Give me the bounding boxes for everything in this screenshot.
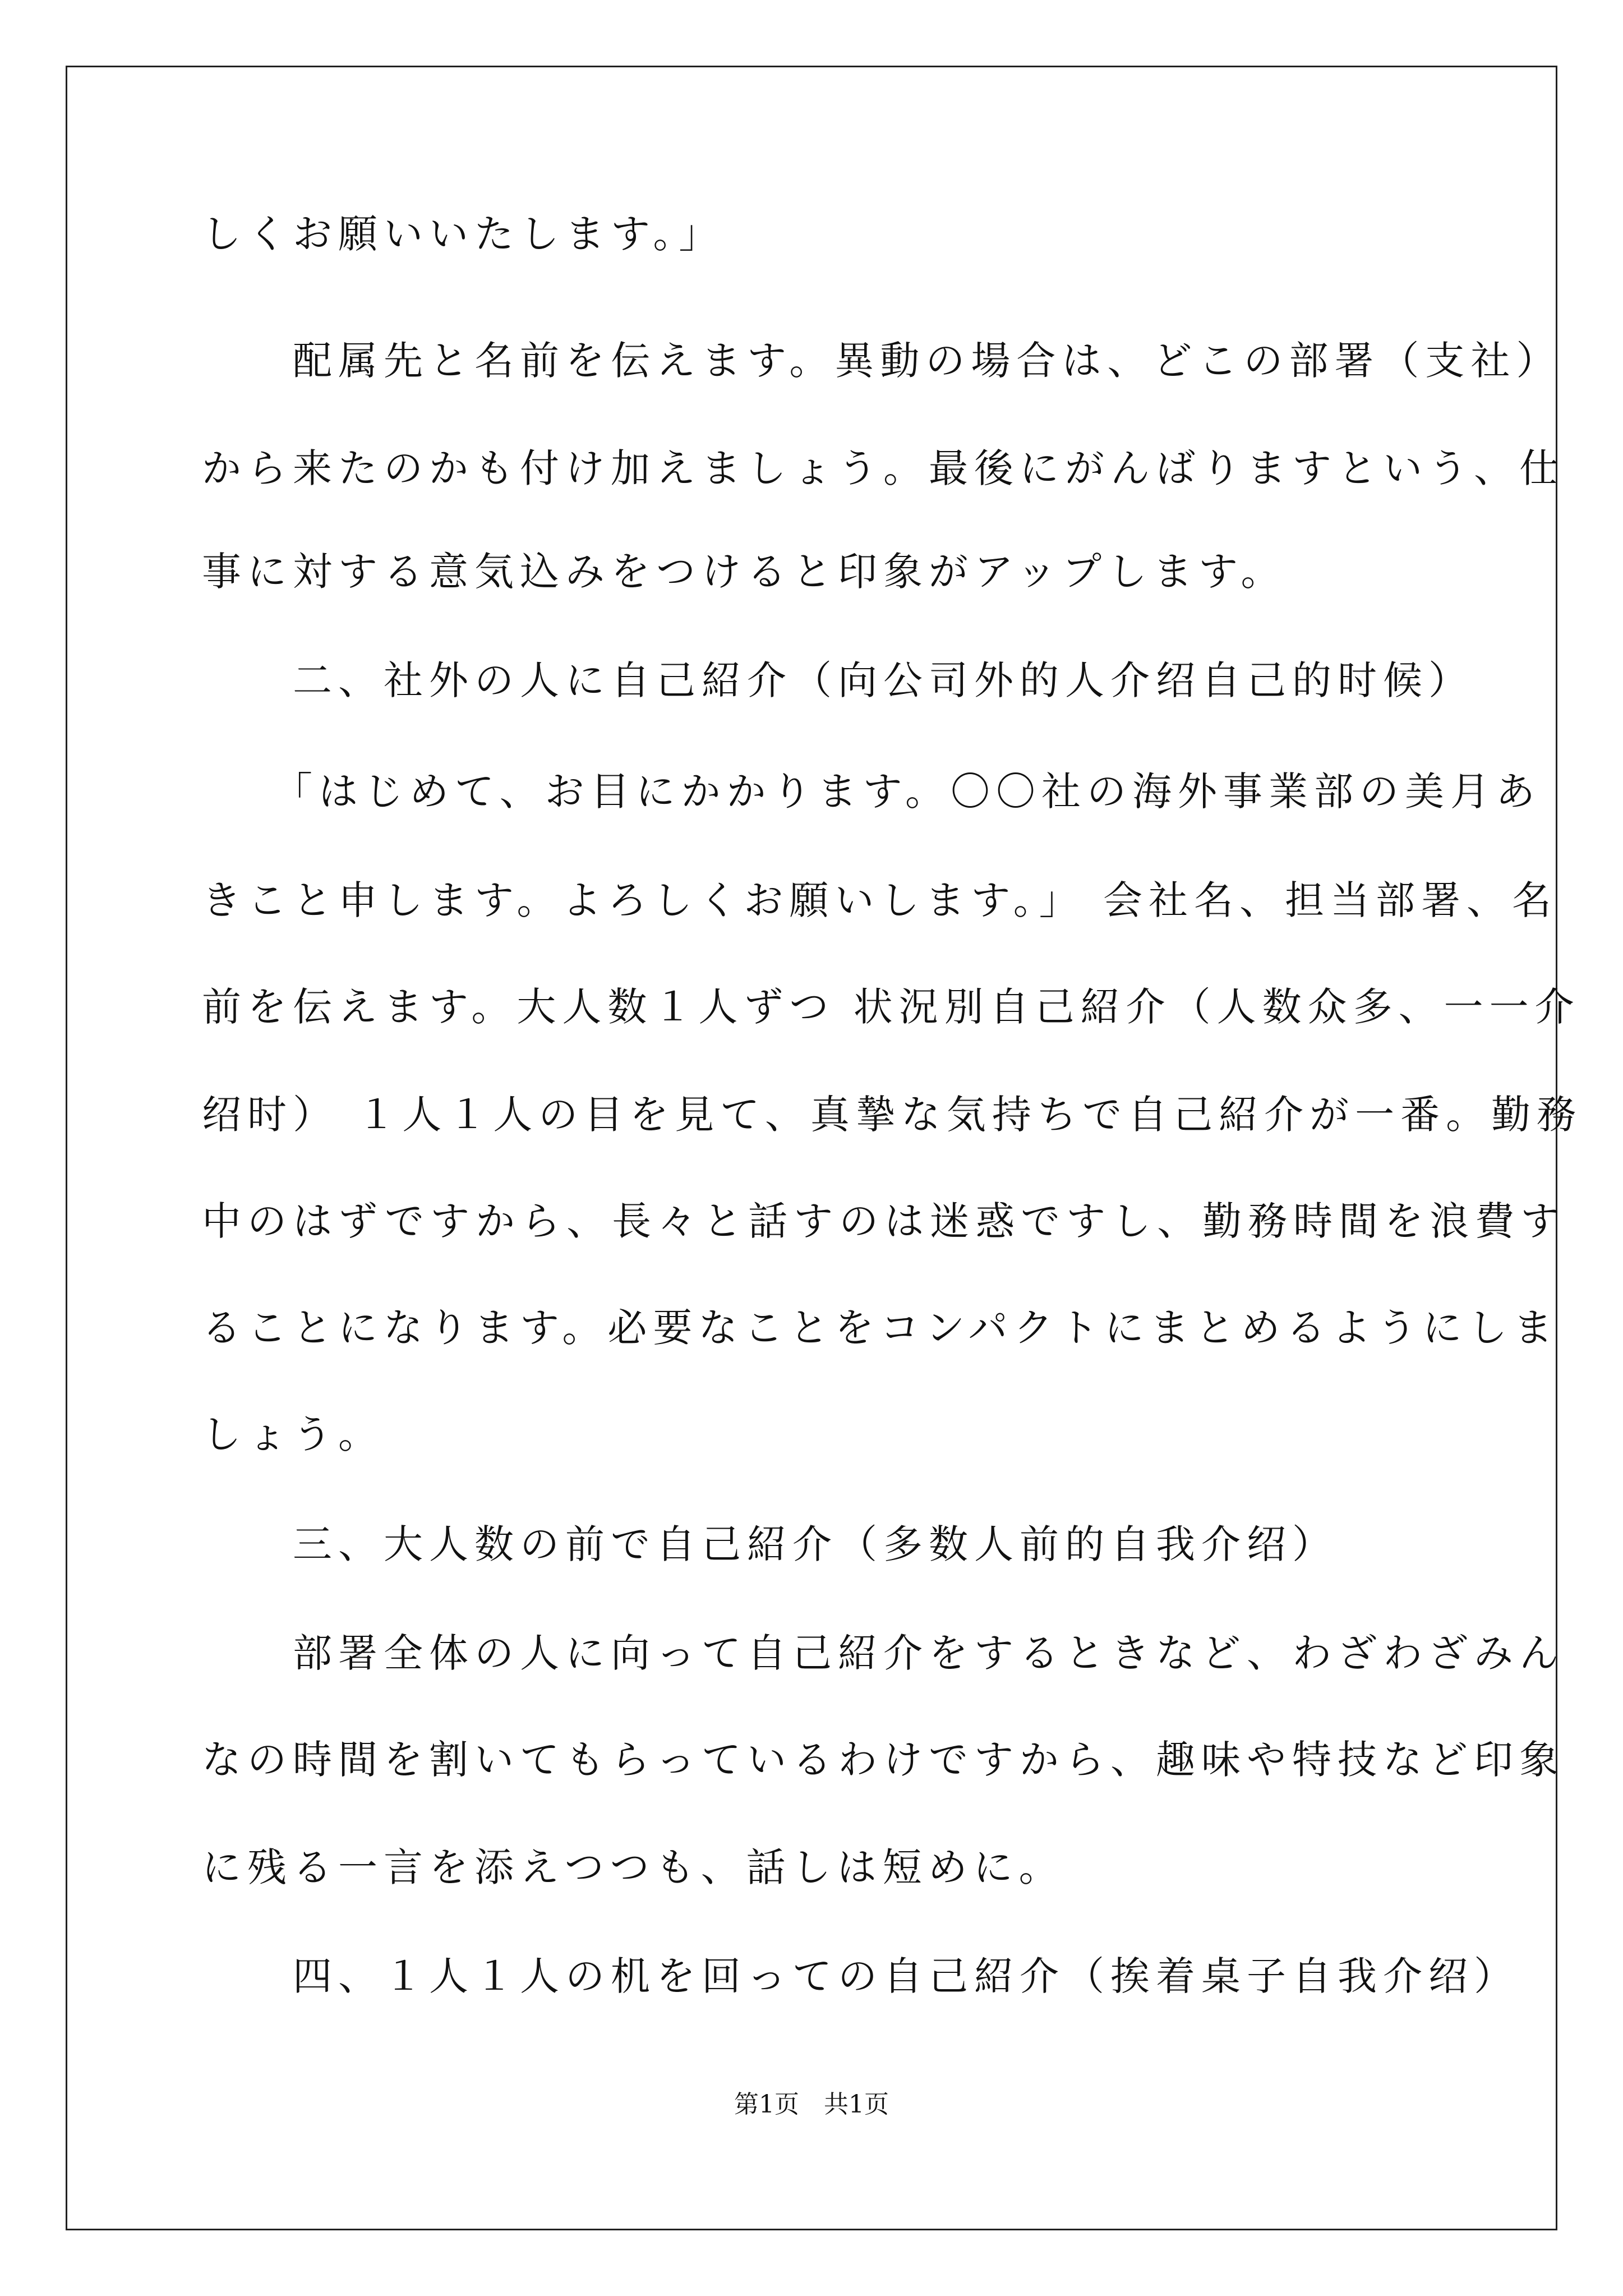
text-line: 配属先と名前を伝えます。異動の場合は、どこの部署（支社） [202,338,1562,384]
text-line: きこと申します。よろしくお願いします。」 会社名、担当部署、名 [202,877,1558,923]
text-line: なの時間を割いてもらっているわけですから、趣味や特技など印象 [202,1737,1565,1783]
text-line: しくお願いいたします。」 [202,211,725,257]
text-line: 部署全体の人に向って自己紹介をするときなど、わざわざみん [202,1630,1565,1676]
page-border [66,66,1583,2230]
page-number: 第1页 共1页 [734,2090,889,2119]
text-line: 前を伝えます。大人数１人ずつ 状況別自己紹介（人数众多、一一介 [202,984,1580,1030]
text-line: しょう。 [202,1411,384,1457]
text-line: 「はじめて、お目にかかります。〇〇社の海外事業部の美月あ [202,769,1541,815]
section-heading: 二、社外の人に自己紹介（向公司外的人介绍自己的时候） [202,657,1474,703]
text-line: 事に対する意気込みをつけると印象がアップします。 [202,549,1287,595]
text-line: 中のはずですから、長々と話すのは迷惑ですし、勤務時間を浪費す [202,1198,1566,1244]
text-line: 绍时） １人１人の目を見て、真摯な気持ちで自己紹介が一番。勤務 [202,1092,1583,1138]
text-line: に残る一言を添えつつも、話しは短めに。 [202,1844,1064,1890]
text-line: ることになります。必要なことをコンパクトにまとめるようにしま [202,1305,1559,1351]
section-heading: 四、１人１人の机を回っての自己紹介（挨着桌子自我介绍） [202,1953,1519,1999]
section-heading: 三、大人数の前で自己紹介（多数人前的自我介绍） [202,1521,1338,1567]
text-line: から来たのかも付け加えましょう。最後にがんばりますという、仕 [202,445,1565,491]
